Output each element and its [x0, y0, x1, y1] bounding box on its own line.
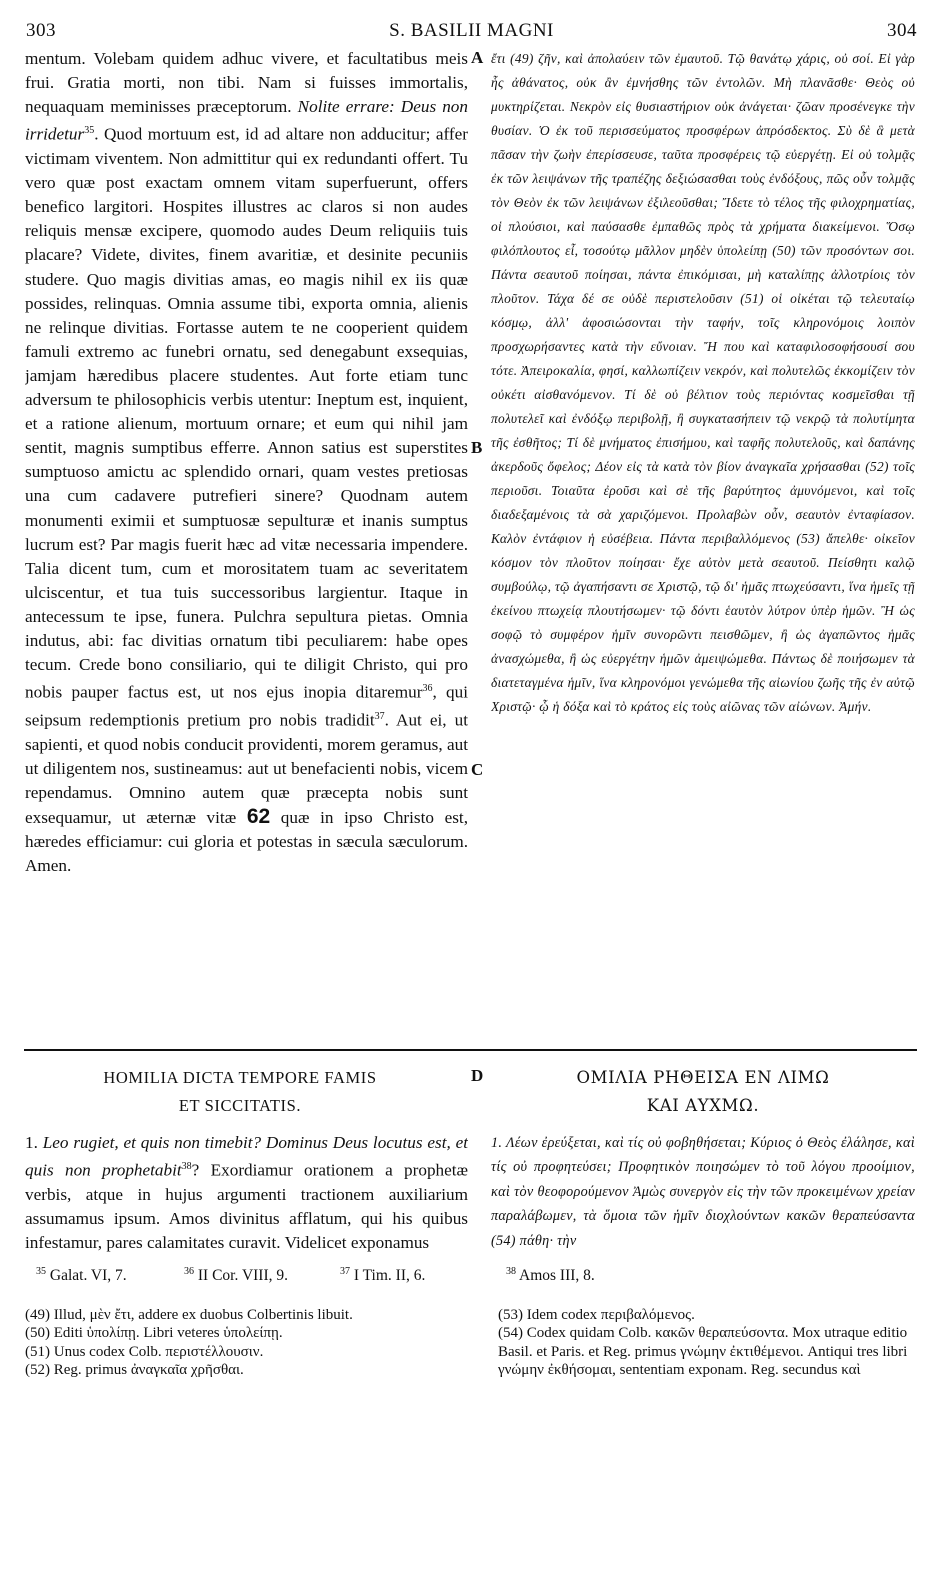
latin-column-top — [25, 47, 468, 1037]
footnote-51: (51) Unus codex Colb. περιστέλλουσιν. — [25, 1343, 264, 1360]
greek-column-top — [491, 47, 915, 1027]
note-ref-37: 37 — [374, 711, 385, 722]
footnote-49: (49) Illud, μὲν ἔτι, addere ex duobus Colbertinis libuit. — [25, 1307, 353, 1323]
running-header — [26, 20, 917, 44]
greek-column-section — [491, 1131, 915, 1253]
latin-section-italic: Leo rugiet, et quis non timebit? Dominus Deus locutus est, et quis non prophetabit — [25, 1133, 468, 1180]
latin-text-part2: . Quod mortuum est, id ad altare non adducitur; affer victimam viventem. Non admittitur qui ex redundanti offert. Tu vero quæ post exactam omnem vitam superfuerunt, offers benefico largitori. Hospites illustres ac claros si non audes reliquis mensæ excipere, quomodo audes Deum reliquiis tuis placare? Videte, divites, finem avaritiæ, et desinite pecuniis studere. Quo magis divitias amas, eo magis nihil ex iis quæ possides, relinquas. Omnia assume tibi, exporta omnia, alienis ne relinque divitias. Fortasse autem te ne cooperient quidem famuli extremo ac funebri ornatu, sed denegabunt exsequias, jamjam hæredibus placere studentes. Aut forte etiam tunc adversum te philosophicis verbis utentur: Ineptum est, inquient, et a ratione alienum, mortuum ornare; et eum qui nihil jam sentit, magnis sumptibus efferre. Annon satius est superstites sumptuoso amictu ac splendido ornari, quam vestes pretiosas una cum cadavere putrefieri sinere? Quodnam autem monumenti eximii et sumptuosæ sepulturæ et inanis sumptus lucrum est? Par magis fuerit hæc ad vitæ necessaria impendere. Talia dicent tum, cum et morositatem tuam ac severitatem ulciscentur, et tua tuis successoribus largientur. Itaque in antecessum te ipse, funera. Pulchra sepultura pietas. Omnia indutus, abi: fac divitias ornatum tibi peculiarem: habe opes tecum. Crede bono consiliario, qui te diligit Christo, qui pro nobis pauper factus est, ut nos ejus inopia ditaremur — [25, 125, 468, 702]
note-ref-35: 35 — [84, 125, 95, 137]
greek-title-line1: ΟΜΙΛΙΑ ΡΗΘΕΙΣΑ ΕΝ ΛΙΜΩ — [576, 1068, 830, 1087]
greek-homily-title — [491, 1064, 915, 1120]
greek-text-top: ἔτι (49) ζῆν, καὶ ἀπολαύειν τῶν ἐμαυτοῦ. Τῷ θανάτῳ χάρις, οὐ σοί. Εἰ γὰρ ἧς ἀθάνατος, οὐκ ἂν ἐμνήσθης τῶν ἐντολῶν. Μὴ πλανᾶσθε· Θεὸς οὐ μυκτηρίζεται. Νεκρὸν εἰς θυσιαστήριον οὐκ ἀνάγεται· ζῶαν προσένεγκε τὴν θυσίαν. Ὁ ἐκ τοῦ περισσεύματος προσφέρων ἀπρόσδεκτος. Σὺ δὲ ἃ μετὰ πᾶσαν τὴν ζωὴν ἐπερίσσευσε, ταῦτα προσφέρεις τῷ εὐεργέτῃ. Εἰ οὐ τολμᾷς ἐκ τῶν λειψάνων τῆς τραπέζης δεξιώσασθαι τοὺς ἐνδόξους, πῶς οὖν τολμᾷς τὸν Θεὸν ἐκ τῶν λειψάνων ἐξιλεοῦσθαι; Ἴδετε τὸ τέλος τῆς φιλοχρηματίας, οἱ πλούσιοι, καὶ παύσασθε ἐμπαθῶς πρὸς τὰ χρήματα διακείμενοι. Ὅσῳ φιλόπλουτος εἶ, τοσούτῳ μᾶλλον μηδὲν ὑπολείπῃ (50) τῶν προσόντων σοι. Πάντα σεαυτοῦ ποίησαι, πάντα ἐπικόμισαι, μὴ καταλίπῃς ἀλλοτρίοις τὸν πλοῦτον. Τάχα δέ σε οὐδὲ περιστελοῦσιν (51) οἱ οἰκέται τῷ τελευταίῳ κόσμῳ, ἀλλ' ἀφοσιώσονται τὴν ταφήν, τοῖς κληρονόμοις λοιπὸν προσχωρήσαντες κατὰ τὴν εὔνοιαν. Ἤ που καὶ καταφιλοσοφήσουσί σου τότε. Ἀπειροκαλία, φησί, καλλωπίζειν νεκρόν, καὶ πολυτελῶς ἐκκομίζειν τὸν οὐκέτι αἰσθανόμενον. Τί δὲ οὐ βέλτιον τοὺς περιόντας κοσμεῖσθαι τῇ πολυτελεῖ καὶ ἐνδόξῳ περιβολῇ, ἢ συγκατασήπειν τῷ νεκρῷ τὰ πολυτίμητα τῆς ἐσθῆτος; Τί δὲ μνήματος ἐπισήμου, καὶ ταφῆς πολυτελοῦς, καὶ δαπάνης ἀκερδοῦς ὄφελος; Δέον εἰς τὰ κατὰ τὸν βίον ἀναγκαῖα χρήσασθαι (52) τοῖς περιοῦσι. Τοιαῦτα ἐροῦσι καὶ σὲ τῆς βαρύτητος ἀμυνόμενοι, καὶ τοῖς διαδεξαμένοις τὰ σὰ χαριζόμενοι. Προλαβὼν οὖν, σεαυτὸν ἐνταφίασον. Καλὸν ἐντάφιον ἡ εὐσέβεια. Πάντα περιβαλλόμενος (53) ἄπελθε· οἰκεῖον κόσμον τὸν πλοῦτον ποίησαι· ἔχε αὐτὸν μετὰ σεαυτοῦ. Πείσθητι καλῷ συμβούλῳ, τῷ ἀγαπήσαντι σε Χριστῷ, τῷ δι' ἡμᾶς πτωχεύσαντι, ἵνα ἡμεῖς τῇ ἐκείνου πτωχείᾳ πλουτήσωμεν· τῷ δόντι ἑαυτὸν λύτρον ὑπὲρ ἡμῶν. Ἢ ὡς σοφῷ τὸ συμφέρον ἡμῖν συνορῶντι πεισθῶμεν, ἢ ὡς ἀγαπῶντος ἡμᾶς ἀνασχώμεθα, ἢ ὡς εὐεργέτην ἡμῶν ἀμειψώμεθα. Πάντως δὲ ποιήσωμεν τὰ διατεταγμένα ἡμῖν, ἵνα κληρονόμοι γενώμεθα τῆς αἰωνίου ζωῆς τῆς ἐν αὐτῷ Χριστῷ· ᾧ ἡ δόξα καὶ τὸ κράτος εἰς τοὺς αἰῶνας τῶν αἰώνων. Ἀμήν. — [491, 51, 915, 714]
margin-marker-d: D — [471, 1066, 484, 1085]
latin-text-part1: mentum. Volebam quidem adhuc vivere, et facultatibus meis frui. Gratia morti, non tibi. Nam si fuisses immortalis, nequaquam meminisses præceptorum. — [25, 49, 468, 117]
column-number-62: 62 — [246, 805, 271, 829]
greek-title-line2: ΚΑΙ ΑΥΧΜΩ. — [646, 1096, 760, 1115]
latin-homily-title — [25, 1064, 455, 1120]
running-title: S. BASILII MAGNI — [389, 20, 554, 41]
margin-marker-c: C — [471, 760, 484, 779]
scripture-references — [36, 1266, 906, 1288]
paragraph-number: 1. — [25, 1133, 43, 1152]
latin-title-line1: HOMILIA DICTA TEMPORE FAMIS — [103, 1068, 377, 1087]
scripture-ref-38: $^{38}$ Amos III, 8. — [506, 1266, 595, 1285]
section-divider — [24, 1049, 917, 1051]
latin-text-part3: , qui seipsum redemptionis pretium pro nobis tradidit — [25, 682, 468, 730]
note-ref-38: 38 — [181, 1161, 192, 1173]
footnote-50: (50) Editi ὑπολίπῃ. Libri veteres ὑπολείπῃ. — [25, 1325, 283, 1342]
margin-marker-b: B — [471, 438, 483, 457]
latin-section-text: ? Exordiamur orationem a prophetæ verbis, atque in hujus argumenti tractionem auxiliarium assumamus ipsum. Amos divinitus afflatum, qui his quibus infestamur, pares calamitates curavit. Videlicet exponamus — [25, 1160, 468, 1253]
page-number-left: 303 — [26, 20, 56, 41]
page-number-right: 304 — [887, 20, 917, 41]
margin-marker-a: A — [471, 48, 484, 67]
greek-section-text: 1. Λέων ἐρεύξεται, καὶ τίς οὐ φοβηθήσεται; Κύριος ὁ Θεὸς ἐλάλησε, καὶ τίς οὐ προφητεύσει; Προφητικὸν ποιησώμεν τὸ τοῦ λόγου προοίμιον, καὶ τὸν θεοφορούμενον Ἀμὼς συνεργὸν εἰς τὴν τῶν προκειμένων χρείαν παραλάβωμεν, τὰ ὅμοια τῶν ἡμῖν διοχλούντων κακῶν θεραπεύσαντα (54) πάθη· τὴν — [491, 1135, 915, 1249]
scripture-ref-35: $^{35}$ Galat. VI, 7. — [36, 1266, 127, 1285]
latin-title-line2: ET SICCITATIS. — [178, 1096, 302, 1115]
scripture-ref-37: $^{37}$ I Tim. II, 6. — [340, 1266, 426, 1285]
footnote-52: (52) Reg. primus ἀναγκαῖα χρῆσθαι. — [25, 1362, 244, 1379]
latin-text-part5: quæ in ipso Christo est, hæredes efficiamur: cui gloria et potestas in sæcula sæculorum. Amen. — [25, 808, 468, 876]
footnotes-right — [498, 1306, 913, 1380]
footnote-54: (54) Codex quidam Colb. κακῶν θεραπεύσοντα. Mox utraque editio Basil. et Paris. et Reg. primus γνώμην ἐκτιθέμενοι. Antiqui tres libri γνώμην ἐκθήσομαι, sententiam exponam. Reg. secundus καὶ — [498, 1325, 908, 1379]
latin-column-section — [25, 1131, 468, 1253]
note-ref-36: 36 — [422, 683, 433, 695]
footnotes-left — [25, 1306, 465, 1380]
scripture-ref-36: $^{36}$ II Cor. VIII, 9. — [184, 1266, 288, 1285]
footnote-53: (53) Idem codex περιβαλόμενος. — [498, 1307, 695, 1323]
latin-text-part4: . Aut ei, ut sapienti, et quod nobis conducit providenti, morem geramus, aut ut diligentem nos, sustineamus: aut ut benefacienti nobis, vicem rependamus. Omnino autem quæ præcepta nobis sunt exsequamur, ut æternæ vitæ — [25, 710, 468, 828]
latin-quote-italic: Nolite errare: Deus non irridetur — [25, 97, 468, 145]
